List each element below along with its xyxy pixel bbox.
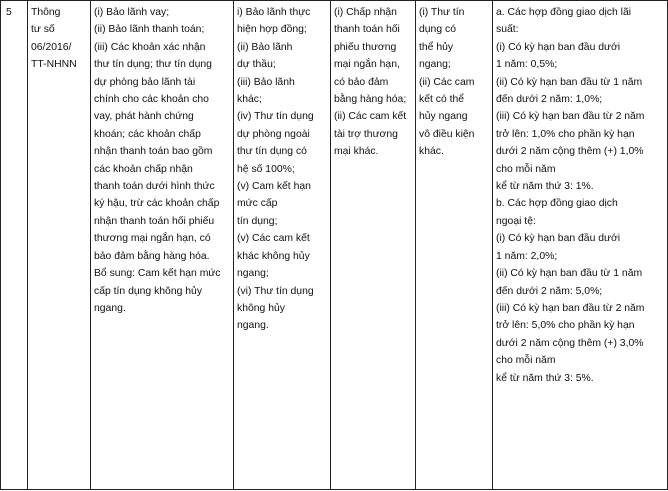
document-cell: Thông tư số 06/2016/ TT-NHNN: [28, 1, 91, 490]
guarantee-items-cell: (i) Bảo lãnh vay; (ii) Bảo lãnh thanh toán; (iii) Các khoản xác nhận thư tín dụng; thư tín dụng dự phòng bảo lãnh tài chính cho các khoản cho vay, phát hành chứng khoán; các khoản chấp nhận thanh toán bao gồm các khoản chấp nhận thanh toán dưới hình thức ký hậu, trừ các khoản chấp nhận thanh toán hối phiếu thương mại ngắn hạn, có bảo đảm bằng hàng hóa. Bổ sung: Cam kết hạn mức cấp tín dụng không hủy ngang.: [91, 1, 234, 490]
row-number-cell: 5: [1, 1, 28, 490]
revocable-credit-cell: (i) Thư tín dụng có thể hủy ngang; (ii) Các cam kết có thể hủy ngang vô điều kiện khác.: [416, 1, 493, 490]
trade-acceptance-cell: (i) Chấp nhận thanh toán hối phiếu thương mại ngắn hạn, có bảo đảm bằng hàng hóa; (ii) Các cam kết tài trợ thương mại khác.: [331, 1, 416, 490]
contract-rates-cell: a. Các hợp đồng giao dịch lãi suất: (i) Có kỳ hạn ban đầu dưới 1 năm: 0,5%; (ii) Có kỳ hạn ban đầu từ 1 năm đến dưới 2 năm: 1,0%; (iii) Có kỳ hạn ban đầu từ 2 năm trở lên: 1,0% cho phần kỳ hạn dưới 2 năm cộng thêm (+) 1,0% cho mỗi năm kể từ năm thứ 3: 1%. b. Các hợp đồng giao dịch ngoại tệ: (i) Có kỳ hạn ban đầu dưới 1 năm: 2,0%; (ii) Có kỳ hạn ban đầu từ 1 năm đến dưới 2 năm: 5,0%; (iii) Có kỳ hạn ban đầu từ 2 năm trở lên: 5,0% cho phần kỳ hạn dưới 2 năm cộng thêm (+) 3,0% cho mỗi năm kể từ năm thứ 3: 5%.: [493, 1, 668, 490]
performance-guarantee-cell: i) Bảo lãnh thực hiện hợp đồng; (ii) Bảo lãnh dự thầu; (iii) Bảo lãnh khác; (iv) Thư tín dụng dự phòng ngoài thư tín dụng có hệ số 100%; (v) Cam kết hạn mức cấp tín dụng; (v) Các cam kết khác không hủy ngang; (vi) Thư tín dụng không hủy ngang.: [234, 1, 331, 490]
table-row: [1, 1, 668, 490]
